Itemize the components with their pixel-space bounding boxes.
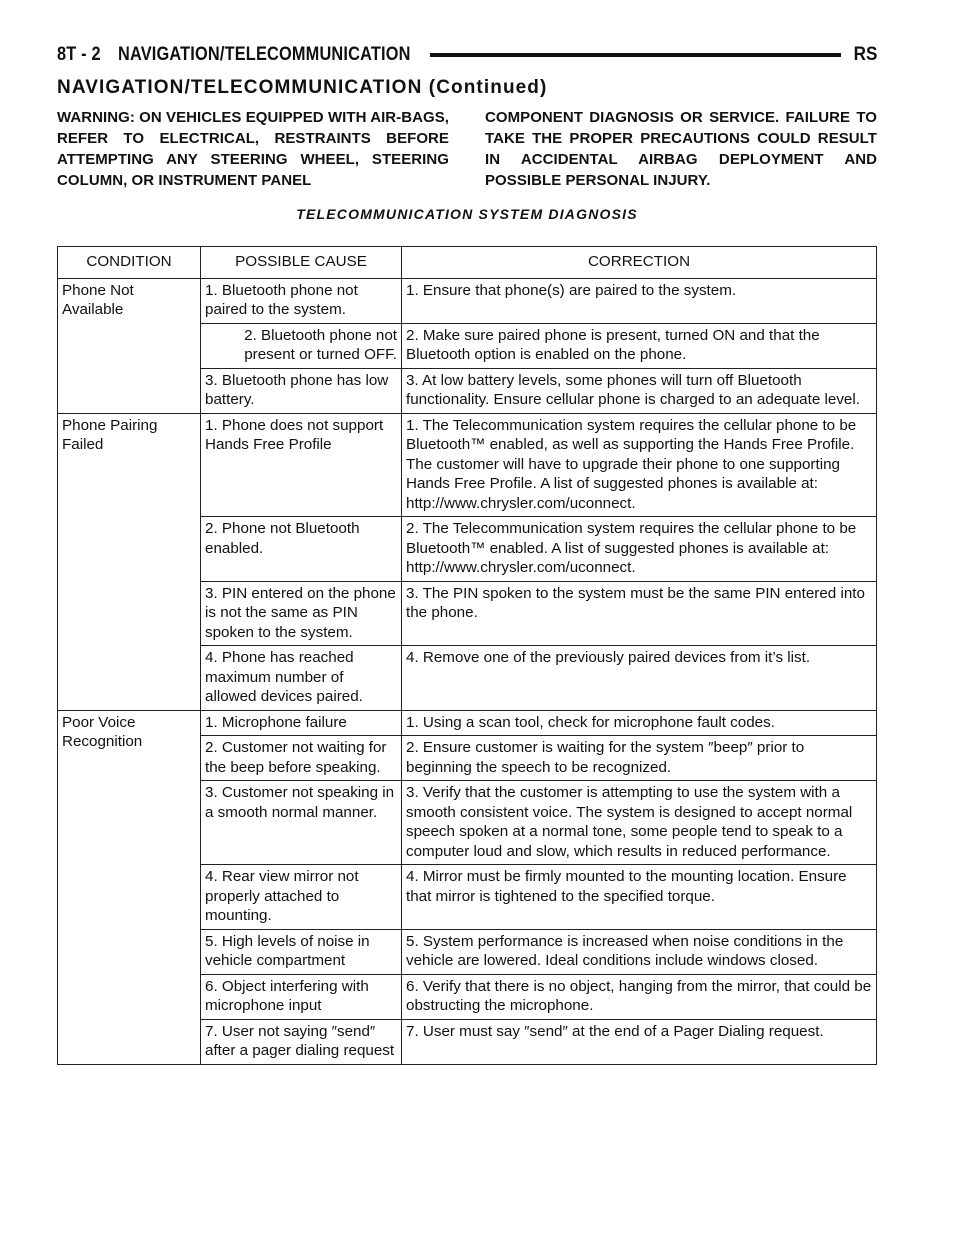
cause-cell: 4. Rear view mirror not properly attached to mounting. [201,865,402,930]
column-header-condition: CONDITION [58,247,201,279]
cause-cell: 2. Phone not Bluetooth enabled. [201,517,402,582]
cause-cell: 1. Microphone failure [201,710,402,736]
cause-cell: 2. Customer not waiting for the beep before speaking. [201,736,402,781]
condition-cell: Poor Voice Recognition [58,710,201,1064]
correction-cell: 5. System performance is increased when noise conditions in the vehicle are lowered. Ideal conditions include windows closed. [402,929,877,974]
warning-right-text: COMPONENT DIAGNOSIS OR SERVICE. FAILURE TO TAKE THE PROPER PRECAUTIONS COULD RESULT IN ACCIDENTAL AIRBAG DEPLOYMENT AND POSSIBLE PERSONAL INJURY. [485,109,877,189]
table-title: TELECOMMUNICATION SYSTEM DIAGNOSIS [296,206,638,222]
cause-cell: 7. User not saying ″send″ after a pager dialing request [201,1019,402,1064]
warning-left-column [57,107,449,191]
correction-cell: 3. At low battery levels, some phones will turn off Bluetooth functionality. Ensure cellular phone is charged to an adequate level. [402,368,877,413]
correction-cell: 3. The PIN spoken to the system must be the same PIN entered into the phone. [402,581,877,646]
warning-right-column [485,107,877,191]
correction-cell: 3. Verify that the customer is attempting to use the system with a smooth consistent voice. The system is designed to accept normal speech spoken at a normal tone, some people tend to speak to a computer loud and slow, which results in reduced performance. [402,781,877,865]
column-header-cause: POSSIBLE CAUSE [201,247,402,279]
cause-cell: 3. PIN entered on the phone is not the same as PIN spoken to the system. [201,581,402,646]
header-rule [430,53,841,57]
cause-cell: 5. High levels of noise in vehicle compartment [201,929,402,974]
correction-cell: 1. The Telecommunication system requires the cellular phone to be Bluetooth™ enabled, as well as supporting the Hands Free Profile. The customer will have to upgrade their phone to one supporting Hands Free Profile. A list of suggested phones is available at: http://www.chrysler.com/uconnect. [402,413,877,517]
cause-cell: 3. Customer not speaking in a smooth normal manner. [201,781,402,865]
warning-block [57,107,877,191]
section-title: NAVIGATION/TELECOMMUNICATION (Continued) [57,77,548,98]
table-row [58,413,877,517]
cause-cell: 3. Bluetooth phone has low battery. [201,368,402,413]
condition-cell: Phone Not Available [58,278,201,413]
page-header [57,40,877,70]
correction-cell: 1. Using a scan tool, check for microphone fault codes. [402,710,877,736]
correction-cell: 4. Remove one of the previously paired devices from it’s list. [402,646,877,711]
warning-left-text: WARNING: ON VEHICLES EQUIPPED WITH AIR-BAGS, REFER TO ELECTRICAL, RESTRAINTS BEFORE ATTEMPTING ANY STEERING WHEEL, STEERING COLUMN, OR INSTRUMENT PANEL [57,109,449,189]
cause-cell: 1. Bluetooth phone not paired to the system. [201,278,402,323]
cause-cell: 6. Object interfering with microphone input [201,974,402,1019]
correction-cell: 2. The Telecommunication system requires the cellular phone to be Bluetooth™ enabled. A list of suggested phones is available at: http://www.chrysler.com/uconnect. [402,517,877,582]
correction-cell: 7. User must say ″send″ at the end of a Pager Dialing request. [402,1019,877,1064]
cause-cell: 4. Phone has reached maximum number of allowed devices paired. [201,646,402,711]
diagnosis-table [57,246,877,1065]
header-model: RS [853,44,877,65]
column-header-correction: CORRECTION [402,247,877,279]
table-header-row [58,247,877,279]
header-section: NAVIGATION/TELECOMMUNICATION [117,44,411,65]
correction-cell: 4. Mirror must be firmly mounted to the mounting location. Ensure that mirror is tightened to the specified torque. [402,865,877,930]
correction-cell: 2. Make sure paired phone is present, turned ON and that the Bluetooth option is enabled on the phone. [402,323,877,368]
header-left [57,44,458,66]
correction-cell: 2. Ensure customer is waiting for the system ″beep″ prior to beginning the speech to be recognized. [402,736,877,781]
header-page-ref: 8T - 2 [57,44,101,65]
table-row [58,278,877,323]
table-row [58,710,877,736]
cause-cell: 1. Phone does not support Hands Free Profile [201,413,402,517]
correction-cell: 1. Ensure that phone(s) are paired to the system. [402,278,877,323]
correction-cell: 6. Verify that there is no object, hanging from the mirror, that could be obstructing the microphone. [402,974,877,1019]
cause-cell: 2. Bluetooth phone not present or turned OFF. [201,323,402,368]
condition-cell: Phone Pairing Failed [58,413,201,710]
